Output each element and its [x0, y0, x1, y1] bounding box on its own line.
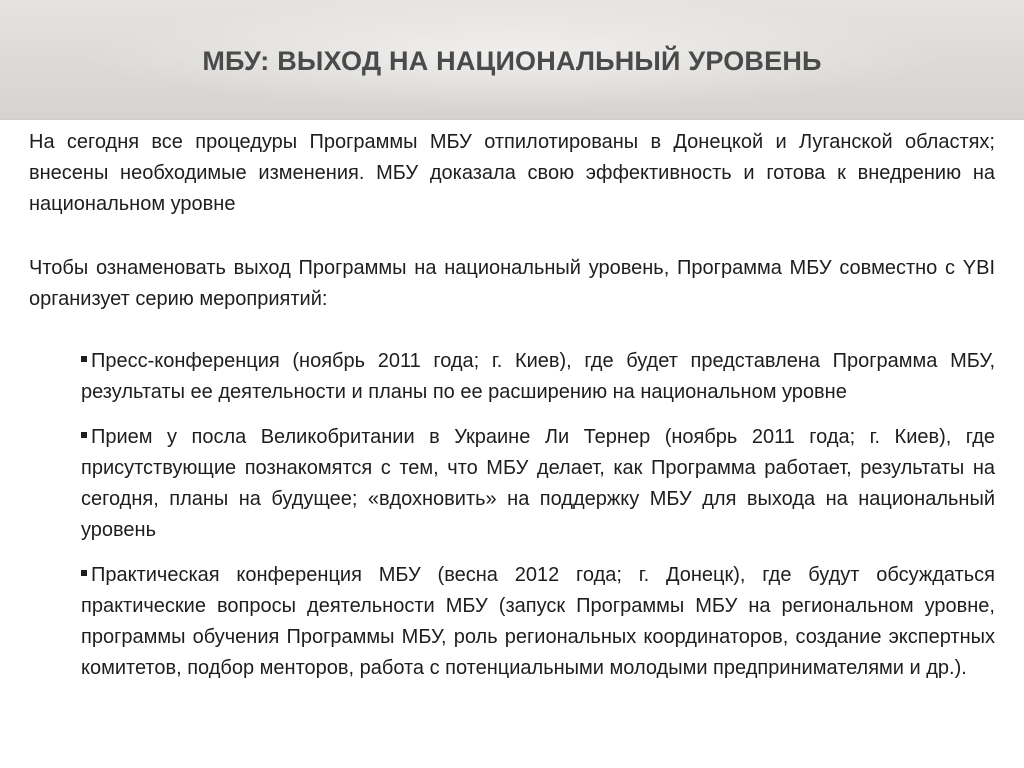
list-item-text: Пресс-конференция (ноябрь 2011 года; г. Киев), где будет представлена Программа МБУ, результаты ее деятельности и планы по ее расширению на национальном уровне [81, 350, 995, 403]
title-band [0, 0, 1024, 120]
events-list [29, 346, 995, 684]
square-bullet-icon [81, 570, 87, 576]
list-item [81, 560, 995, 684]
events-intro-paragraph: Чтобы ознаменовать выход Программы на национальный уровень, Программа МБУ совместно с YBI организует серию мероприятий: [29, 257, 995, 310]
square-bullet-icon [81, 432, 87, 438]
list-item-text: Прием у посла Великобритании в Украине Ли Тернер (ноябрь 2011 года; г. Киев), где присутствующие познакомятся с тем, что МБУ делает, как Программа работает, результаты на сегодня, планы на будущее; «вдохновить» на поддержку МБУ для выхода на национальный уровень [81, 426, 995, 541]
slide-content [29, 127, 995, 698]
list-item [81, 422, 995, 546]
slide-title: МБУ: ВЫХОД НА НАЦИОНАЛЬНЫЙ УРОВЕНЬ [202, 46, 822, 76]
list-item-text: Практическая конференция МБУ (весна 2012 года; г. Донецк), где будут обсуждаться практические вопросы деятельности МБУ (запуск Программы МБУ на региональном уровне, программы обучения Программы МБУ, роль региональных координаторов, создание экспертных комитетов, подбор менторов, работа с потенциальными молодыми предпринимателями и др.). [81, 564, 995, 679]
square-bullet-icon [81, 356, 87, 362]
intro-paragraph: На сегодня все процедуры Программы МБУ отпилотированы в Донецкой и Луганской областях; внесены необходимые изменения. МБУ доказала свою эффективность и готова к внедрению на национальном уровне [29, 131, 995, 215]
list-item [81, 346, 995, 408]
